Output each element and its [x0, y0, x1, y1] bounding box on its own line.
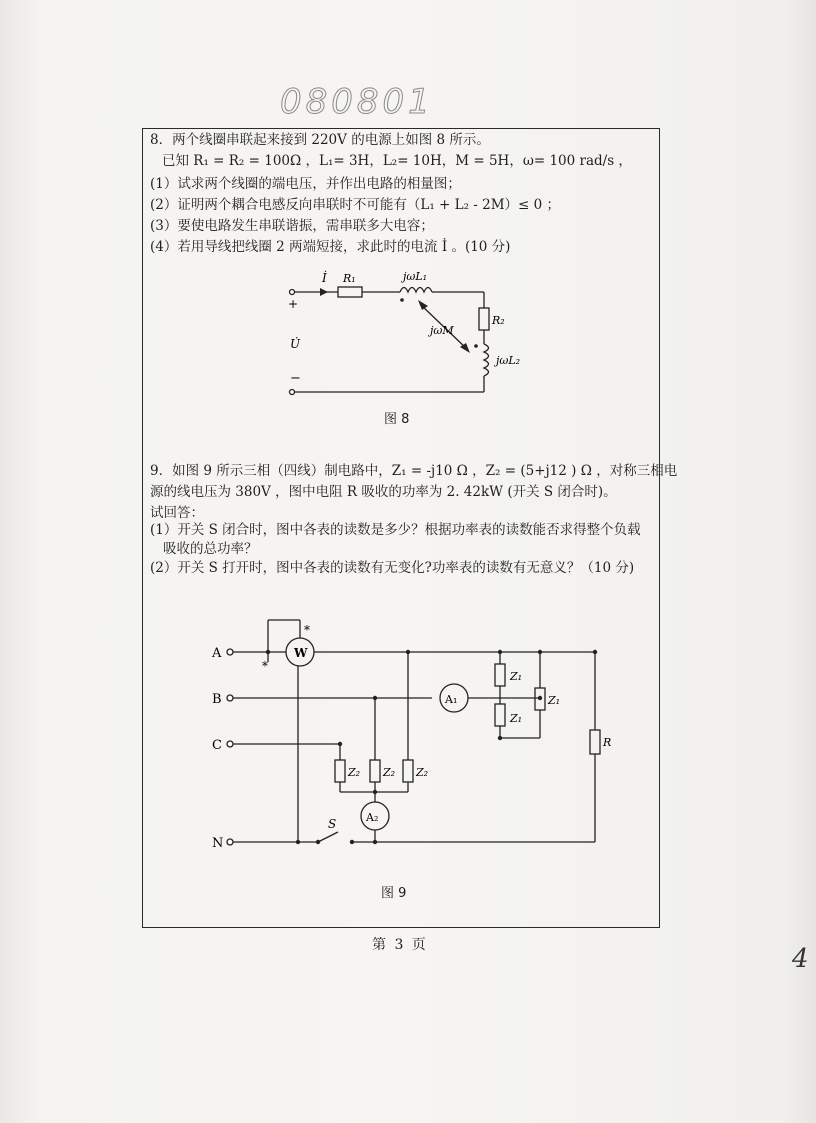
q8-line5: (3）要使电路发生串联谐振，需串联多大电容； — [150, 218, 434, 234]
fig9-caption: 图 9 — [381, 886, 407, 901]
figure-8-circuit — [270, 262, 520, 412]
fig9-resistor-label: R — [603, 736, 612, 749]
fig9-switch-label: S — [328, 817, 337, 831]
q9-line4: (1）开关 S 闭合时，图中各表的读数是多少？根据功率表的读数能否求得整个负载 — [150, 522, 641, 538]
fig8-current-label: İ — [322, 271, 327, 285]
figure-9-circuit — [200, 612, 620, 882]
fig9-ammeter2-label: A₂ — [366, 811, 379, 824]
q9-line6: (2）开关 S 打开时，图中各表的读数有无变化?功率表的读数有无意义？（10 分) — [150, 560, 635, 576]
fig9-neutral: N — [212, 836, 224, 851]
fig8-minus-label: − — [290, 371, 301, 386]
q8-line6: (4）若用导线把线圈 2 两端短接，求此时的电流 İ 。(10 分) — [150, 239, 511, 255]
fig9-z1-bottom: Z₁ — [510, 712, 523, 725]
fig8-plus-label: + — [288, 297, 299, 311]
fig9-ammeter1-label: A₁ — [445, 693, 458, 706]
fig9-wattmeter-label: W — [294, 646, 308, 660]
q9-line1: 9．如图 9 所示三相（四线）制电路中，Z₁ = -j10 Ω ，Z₂ = (5+j12 ) Ω ，对称三相电 — [150, 463, 678, 479]
fig9-star-top: * — [304, 623, 310, 637]
q8-line1: 8．两个线圈串联起来接到 220V 的电源上如图 8 所示。 — [150, 132, 490, 148]
fig8-caption: 图 8 — [384, 412, 410, 427]
q8-line4: (2）证明两个耦合电感反向串联时不可能有（L₁ + L₂ - 2M）≤ 0 ； — [150, 197, 561, 213]
fig9-phase-c: C — [212, 738, 222, 753]
page-number: 第 3 页 — [372, 937, 428, 953]
fig8-r1-label: R₁ — [343, 272, 356, 285]
fig9-phase-b: B — [212, 692, 222, 707]
q8-line2: 已知 R₁ = R₂ = 100Ω ，L₁= 3H，L₂= 10H，M = 5H，ω= 100 rad/s ， — [162, 153, 632, 169]
fig9-z2-mid: Z₂ — [383, 766, 396, 779]
fig8-jwm-label: jωM — [430, 324, 454, 337]
fig9-z1-right: Z₁ — [548, 694, 561, 707]
fig8-jwl1-label: jωL₁ — [403, 270, 428, 283]
q9-line5: 吸收的总功率？ — [163, 541, 258, 557]
fig9-z2-left: Z₂ — [348, 766, 361, 779]
q8-line3: (1）试求两个线圈的端电压，并作出电路的相量图； — [150, 176, 461, 192]
fig9-star-left: * — [262, 659, 268, 673]
fig9-z1-top: Z₁ — [510, 670, 523, 683]
margin-handwritten-note: 4 — [792, 944, 809, 974]
fig8-jwl2-label: jωL₂ — [496, 354, 520, 367]
fig8-r2-label: R₂ — [492, 314, 505, 327]
fig8-voltage-label: U̇ — [290, 337, 301, 351]
fig9-phase-a: A — [212, 646, 222, 661]
fig9-z2-right: Z₂ — [416, 766, 429, 779]
q9-line3: 试回答： — [150, 505, 204, 521]
q9-line2: 源的线电压为 380V ，图中电阻 R 吸收的功率为 2. 42kW (开关 S 闭合时)。 — [150, 484, 617, 500]
handwritten-code: 080801 — [280, 82, 434, 122]
